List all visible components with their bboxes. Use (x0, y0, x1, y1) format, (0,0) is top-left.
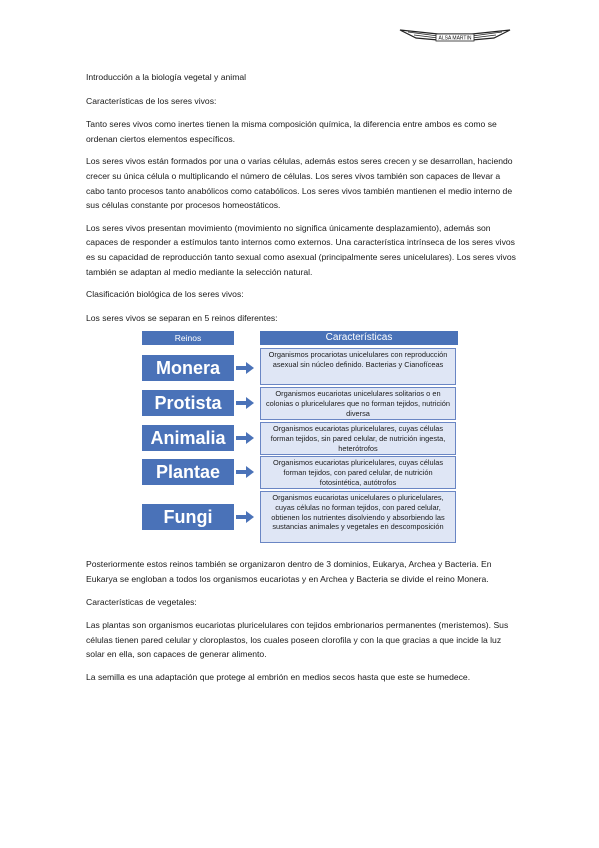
paragraph: Posteriormente estos reinos también se organizaron dentro de 3 dominios, Eukarya, Archea y Bacteria. En Eukarya se engloban a todos los organismos eucariotas y en Archea y Bacteria se divide el reino Monera. (86, 559, 492, 584)
paragraph: Las plantas son organismos eucariotas pluricelulares con tejidos embrionarios permanentes (meristemos). Sus células tienen pared celular y cloroplastos, los cuales poseen clorofila y con la que gracias a que incide la luz solar en ella, son capaces de generar alimento. (86, 620, 509, 660)
table-header-reinos: Reinos (142, 331, 234, 345)
arrow-right-icon (236, 466, 254, 478)
description-plantae: Organismos eucariotas pluricelulares, cuyas células forman tejidos, con pared celular, de nutrición fotosintética, autótrofos (260, 456, 456, 489)
description-protista: Organismos eucariotas unicelulares solitarios o en colonias o pluricelulares que no forman tejidos, nutrición diversa (260, 387, 456, 420)
paragraph: La semilla es una adaptación que protege al embrión en medios secos hasta que este se humedece. (86, 671, 471, 682)
document-body (86, 70, 516, 692)
paragraph: Los seres vivos están formados por una o varias células, además estos seres crecen y se desarrollan, haciendo crecer su única célula o multiplicando el número de células. Los seres vivos también son capaces de llevar a cabo tanto procesos tanto anabólicos como catabólicos. Los seres vivos también mantienen el medio interno de sus células constante por procesos homeostáticos. (86, 156, 513, 211)
paragraph: Tanto seres vivos como inertes tienen la misma composición química, la diferencia entre ambos es como se ordenan ciertos elementos específicos. (86, 119, 497, 144)
section-heading: Clasificación biológica de los seres vivos: (86, 289, 244, 300)
document-title: Introducción a la biología vegetal y animal (86, 72, 247, 82)
description-animalia: Organismos eucariotas pluricelulares, cuyas células forman tejidos, sin pared celular, de nutrición ingesta, heterótrofos (260, 422, 456, 455)
kingdoms-table (142, 331, 462, 545)
kingdom-monera: Monera (142, 355, 234, 381)
kingdom-animalia: Animalia (142, 425, 234, 451)
kingdom-protista: Protista (142, 390, 234, 416)
arrow-right-icon (236, 397, 254, 409)
table-header-caracteristicas: Características (260, 331, 458, 345)
paragraph: Los seres vivos se separan en 5 reinos diferentes: (86, 312, 278, 323)
arrow-right-icon (236, 432, 254, 444)
description-fungi: Organismos eucariotas unicelulares o pluricelulares, cuyas células no forman tejidos, con pared celular, obtienen los nutrientes disolviendo y absorbiendo las sustancias animales y vegetales en descomposición (260, 491, 456, 543)
kingdom-plantae: Plantae (142, 459, 234, 485)
arrow-right-icon (236, 511, 254, 523)
description-monera: Organismos procariotas unicelulares con reproducción asexual sin núcleo definido. Bacterias y Cianofíceas (260, 348, 456, 385)
section-heading: Características de los seres vivos: (86, 95, 217, 106)
section-heading: Características de vegetales: (86, 596, 197, 607)
paragraph: Los seres vivos presentan movimiento (movimiento no significa únicamente desplazamiento), además son capaces de responder a estímulos tanto internos como externos. Una característica intrínseca de los seres vivos es su capacidad de reproducción tanto sexual como asexual (principalmente seres unicelulares). Los seres vivos también se adaptan al medio mediante la selección natural. (86, 222, 516, 277)
kingdom-fungi: Fungi (142, 504, 234, 530)
brand-logo (398, 26, 512, 48)
logo-text: ALSA MARTIN (438, 35, 472, 42)
arrow-right-icon (236, 362, 254, 374)
